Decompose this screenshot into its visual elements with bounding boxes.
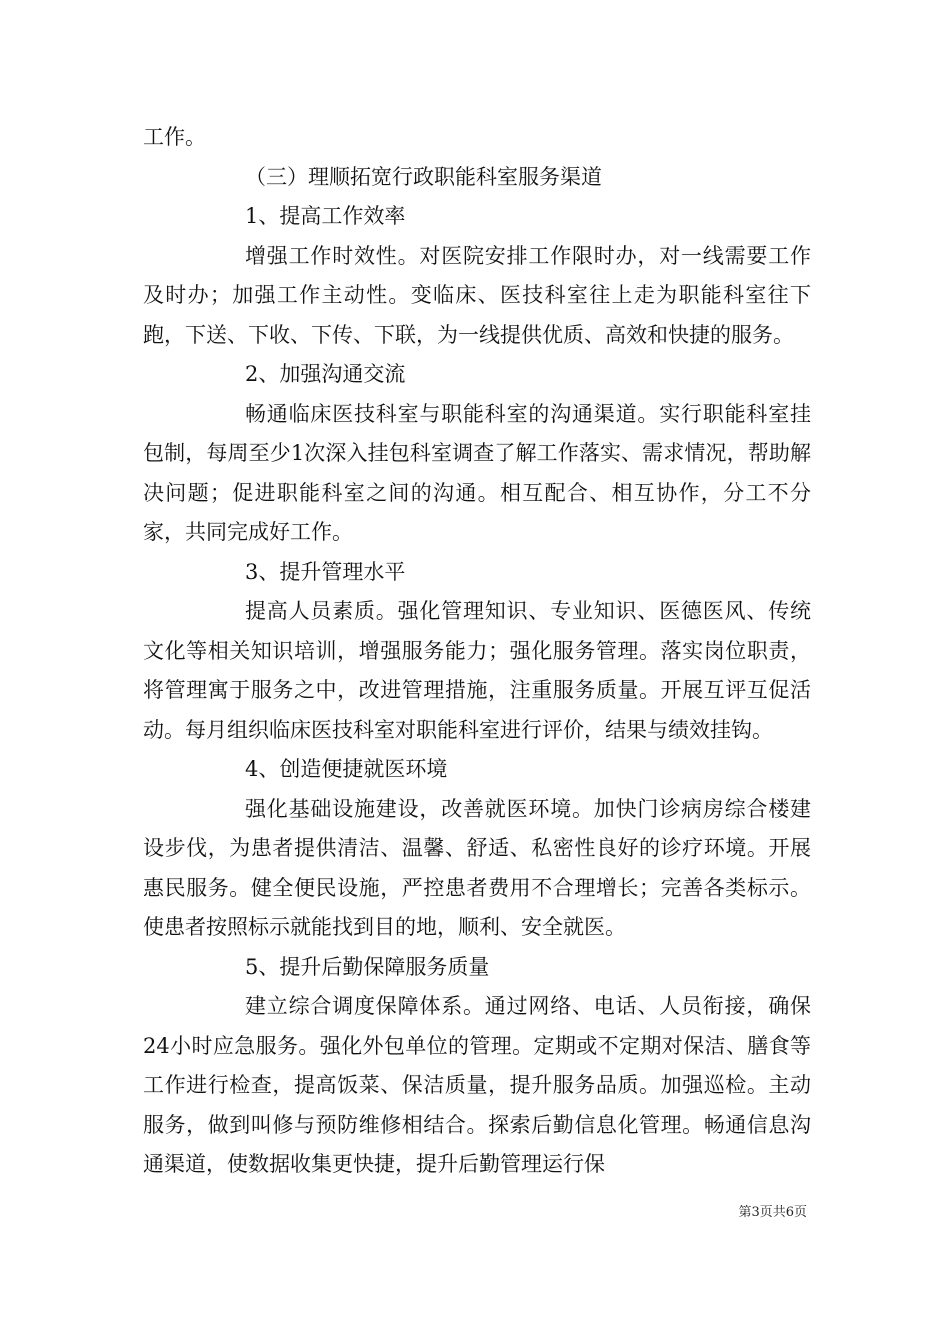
subheading-5: 5、提升后勤保障服务质量 [245, 954, 490, 979]
paragraph-4: 强化基础设施建设，改善就医环境。加快门诊病房综合楼建设步伐，为患者提供清洁、温馨、舒适、私密性良好的诊疗环境。开展惠民服务。健全便民设施，严控患者费用不合理增长；完善各类标示。使患者按照标示就能找到目的地，顺利、安全就医。 [143, 796, 811, 939]
paragraph-5: 建立综合调度保障体系。通过网络、电话、人员衔接，确保24小时应急服务。强化外包单位的管理。定期或不定期对保洁、膳食等工作进行检查，提高饭菜、保洁质量，提升服务品质。加强巡检。主动服务，做到叫修与预防维修相结合。探索后勤信息化管理。畅通信息沟通渠道，使数据收集更快捷，提升后勤管理运行保 [143, 994, 811, 1176]
subheading-1: 1、提高工作效率 [245, 204, 406, 228]
paragraph-3: 提高人员素质。强化管理知识、专业知识、医德医风、传统文化等相关知识培训，增强服务能力；强化服务管理。落实岗位职责，将管理寓于服务之中，改进管理措施，注重服务质量。开展互评互促活动。每月组织临床医技科室对职能科室进行评价，结果与绩效挂钩。 [143, 599, 811, 742]
body-text [143, 118, 811, 1185]
section-heading: （三）理顺拓宽行政职能科室服务渠道 [245, 164, 602, 189]
subheading-2: 2、加强沟通交流 [245, 362, 406, 386]
page-number: 第3页共6页 [738, 1205, 807, 1220]
paragraph-2: 畅通临床医技科室与职能科室的沟通渠道。实行职能科室挂包制，每周至少1次深入挂包科室调查了解工作落实、需求情况，帮助解决问题；促进职能科室之间的沟通。相互配合、相互协作，分工不分家，共同完成好工作。 [143, 401, 811, 544]
subheading-3: 3、提升管理水平 [245, 559, 406, 584]
paragraph-1: 增强工作时效性。对医院安排工作限时办，对一线需要工作及时办；加强工作主动性。变临床、医技科室往上走为职能科室往下跑，下送、下收、下传、下联，为一线提供优质、高效和快捷的服务。 [143, 243, 811, 347]
continuation-line: 工作。 [143, 125, 206, 149]
subheading-4: 4、创造便捷就医环境 [245, 757, 448, 781]
